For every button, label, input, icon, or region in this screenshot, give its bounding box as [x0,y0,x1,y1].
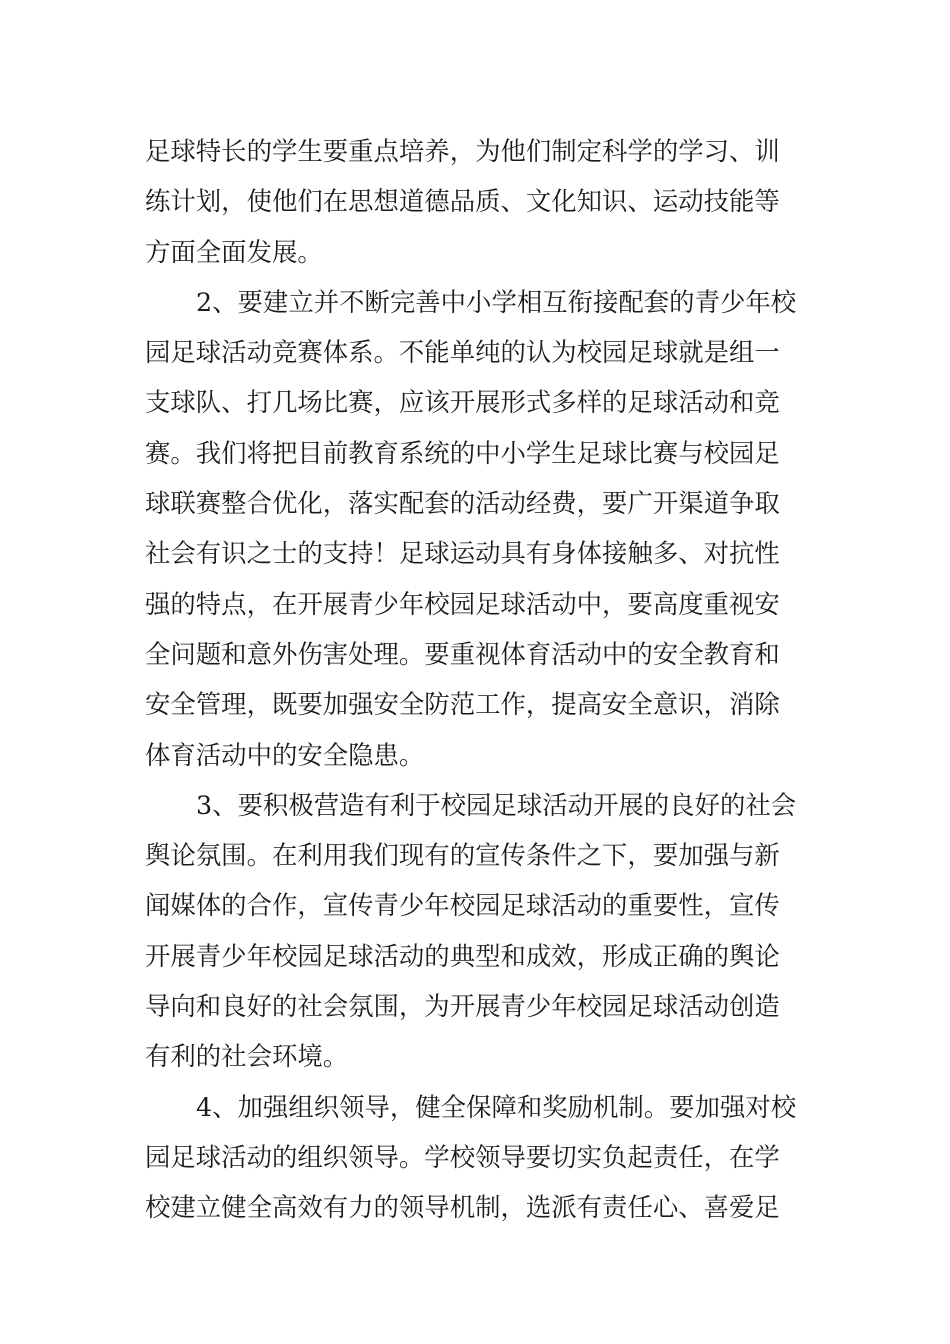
text-line: 校建立健全高效有力的领导机制，选派有责任心、喜爱足 [145,1192,780,1223]
text-line: 强的特点，在开展青少年校园足球活动中，要高度重视安 [145,588,780,619]
text-line: 导向和良好的社会氛围，为开展青少年校园足球活动创造 [145,991,780,1022]
text-line: 有利的社会环境。 [145,1041,349,1072]
text-line: 3、要积极营造有利于校园足球活动开展的良好的社会 [196,789,797,820]
text-line: 开展青少年校园足球活动的典型和成效，形成正确的舆论 [145,940,780,971]
text-line: 闻媒体的合作，宣传青少年校园足球活动的重要性，宣传 [145,890,780,921]
text-line: 方面全面发展。 [145,236,323,267]
text-line: 体育活动中的安全隐患。 [145,739,425,770]
body-text [145,126,810,1233]
text-line: 练计划，使他们在思想道德品质、文化知识、运动技能等 [145,186,780,217]
text-line: 足球特长的学生要重点培养，为他们制定科学的学习、训 [145,136,780,166]
text-line: 全问题和意外伤害处理。要重视体育活动中的安全教育和 [145,638,780,669]
text-line: 园足球活动的组织领导。学校领导要切实负起责任，在学 [145,1141,780,1172]
text-line: 赛。我们将把目前教育系统的中小学生足球比赛与校园足 [145,437,780,468]
text-line: 2、要建立并不断完善中小学相互衔接配套的青少年校 [196,286,797,317]
text-line: 安全管理，既要加强安全防范工作，提高安全意识，消除 [145,689,780,720]
text-line: 支球队、打几场比赛，应该开展形式多样的足球活动和竞 [145,387,780,418]
text-line: 球联赛整合优化，落实配套的活动经费，要广开渠道争取 [145,488,780,519]
text-line: 4、加强组织领导，健全保障和奖励机制。要加强对校 [196,1091,797,1122]
text-line: 社会有识之士的支持！足球运动具有身体接触多、对抗性 [145,538,780,569]
text-line: 舆论氛围。在利用我们现有的宣传条件之下，要加强与新 [145,840,780,871]
text-line: 园足球活动竞赛体系。不能单纯的认为校园足球就是组一 [145,337,780,368]
